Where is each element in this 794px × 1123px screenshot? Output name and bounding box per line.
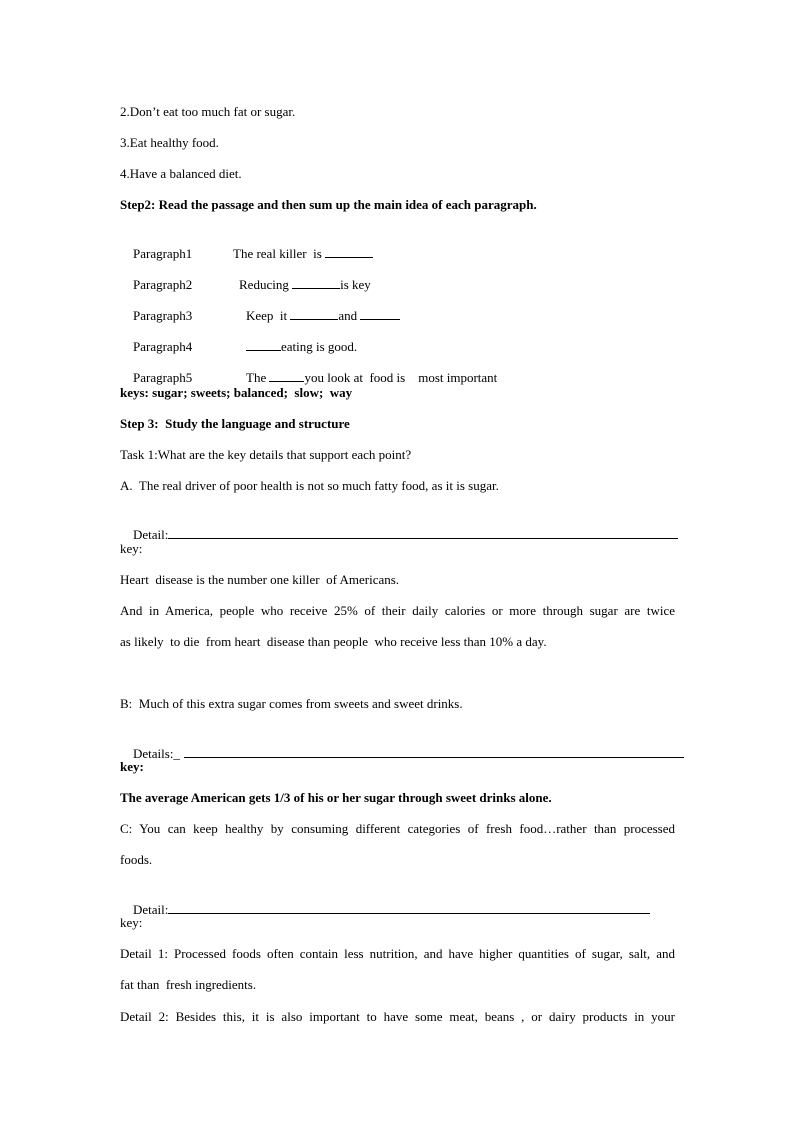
point-a: A. The real driver of poor health is not so much fatty food, as it is sugar. bbox=[120, 478, 499, 493]
step2-keys: keys: sugar; sweets; balanced; slow; way bbox=[120, 385, 353, 400]
paragraph-summary-row: Paragraph5 The you look at food is most important bbox=[133, 370, 498, 385]
fill-blank[interactable] bbox=[292, 276, 340, 289]
fill-blank[interactable] bbox=[246, 338, 281, 351]
point-c-continued: foods. bbox=[120, 852, 153, 867]
paragraph-label: Paragraph5 bbox=[133, 370, 193, 385]
detail-c-row bbox=[120, 884, 650, 934]
detail-label: Detail: bbox=[133, 902, 169, 917]
key-label: key: bbox=[120, 541, 143, 556]
detail-c-answer-line[interactable] bbox=[168, 900, 650, 914]
detail-b-row bbox=[120, 728, 684, 778]
key-text: fat than fresh ingredients. bbox=[120, 977, 257, 992]
detail-label: Detail: bbox=[133, 527, 169, 542]
paragraph-summary-row: Paragraph1 The real killer is bbox=[120, 229, 373, 278]
step3-heading: Step 3: Study the language and structure bbox=[120, 416, 350, 431]
key-text: The average American gets 1/3 of his or her sugar through sweet drinks alone. bbox=[120, 790, 552, 805]
fill-blank[interactable] bbox=[360, 307, 400, 320]
key-text: as likely to die from heart disease than people who receive less than 10% a day. bbox=[120, 634, 547, 649]
fill-blank[interactable] bbox=[325, 245, 373, 258]
paragraph-label: Paragraph4 bbox=[133, 339, 193, 354]
step2-heading: Step2: Read the passage and then sum up the main idea of each paragraph. bbox=[120, 197, 537, 212]
point-b: B: Much of this extra sugar comes from sweets and sweet drinks. bbox=[120, 696, 463, 711]
paragraph-summary-row: Paragraph2 Reducing is key bbox=[133, 277, 371, 292]
detail-a-answer-line[interactable] bbox=[168, 525, 678, 539]
key-text: Heart disease is the number one killer of Americans. bbox=[120, 572, 400, 587]
detail-b-answer-line[interactable] bbox=[184, 744, 684, 758]
key-text: And in America, people who receive 25% of their daily calories or more through sugar are twice bbox=[120, 603, 675, 618]
detail-a-row bbox=[120, 509, 678, 559]
paragraph-summary-row: Paragraph3 Keep it and bbox=[120, 291, 400, 340]
paragraph-label: Paragraph1 bbox=[133, 246, 193, 261]
key-text: Detail 2: Besides this, it is also important to have some meat, beans , or dairy products in your bbox=[120, 1009, 675, 1024]
point-c: C: You can keep healthy by consuming different categories of fresh food…rather than processed bbox=[120, 821, 675, 836]
list-item: 4.Have a balanced diet. bbox=[120, 166, 242, 181]
key-label: key: bbox=[120, 915, 143, 930]
fill-blank[interactable] bbox=[269, 369, 304, 382]
key-label: key: bbox=[120, 759, 144, 774]
detail-label: Details:_ bbox=[133, 746, 180, 761]
paragraph-summary-row: Paragraph4 eating is good. bbox=[133, 339, 358, 354]
paragraph-label: Paragraph3 bbox=[133, 308, 193, 323]
fill-blank[interactable] bbox=[290, 307, 338, 320]
list-item: 3.Eat healthy food. bbox=[120, 135, 219, 150]
list-item: 2.Don’t eat too much fat or sugar. bbox=[120, 104, 296, 119]
key-text: Detail 1: Processed foods often contain less nutrition, and have higher quantities of sugar, salt, and bbox=[120, 946, 675, 961]
task1-question: Task 1:What are the key details that support each point? bbox=[120, 447, 412, 462]
paragraph-label: Paragraph2 bbox=[133, 277, 193, 292]
